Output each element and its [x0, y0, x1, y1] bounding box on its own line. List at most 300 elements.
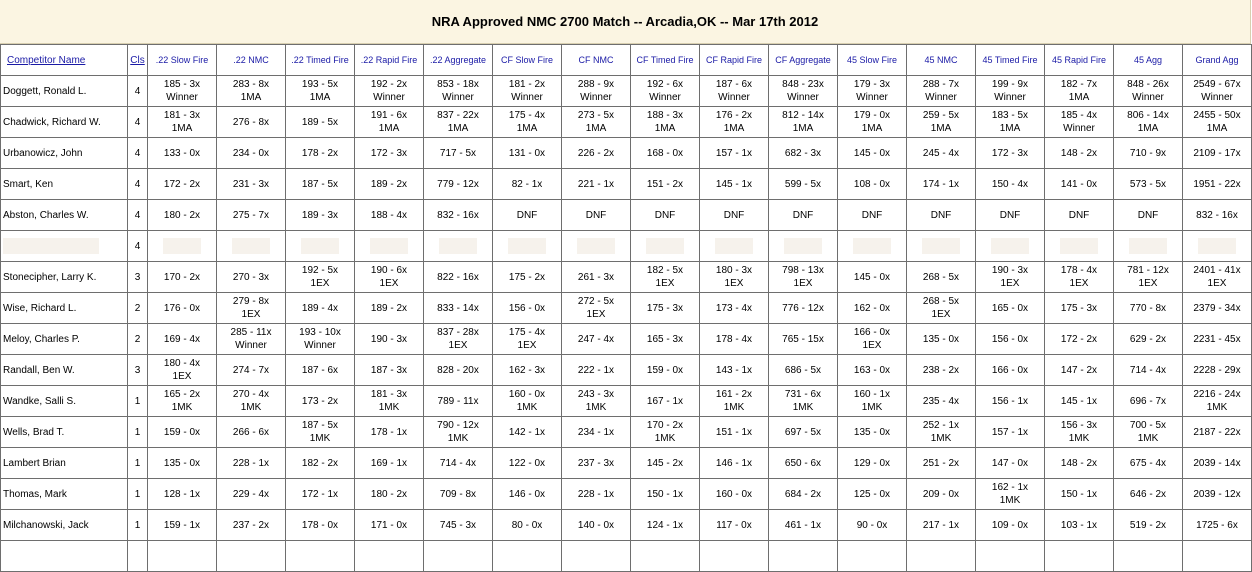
table-row	[1, 541, 1252, 572]
score-text: 169 - 1x	[370, 457, 408, 469]
blank-field	[439, 238, 477, 254]
score-text: Winner	[925, 92, 957, 103]
score-text: 247 - 4x	[577, 333, 615, 345]
score-cell	[631, 324, 700, 355]
score-text: 145 - 2x	[646, 457, 684, 469]
score-text: 145 - 0x	[853, 147, 891, 159]
score-text: 272 - 5x	[577, 296, 615, 307]
score-cell	[769, 510, 838, 541]
table-row	[1, 107, 1252, 138]
score-cell	[286, 386, 355, 417]
score-text: 848 - 26x	[1127, 79, 1169, 90]
competitor-class: 3	[128, 262, 148, 293]
score-cell	[838, 76, 907, 107]
competitor-class: 4	[128, 76, 148, 107]
score-cell	[907, 510, 976, 541]
score-cell	[493, 76, 562, 107]
score-cell	[1183, 169, 1252, 200]
score-text: 238 - 2x	[922, 364, 960, 376]
score-text: 234 - 0x	[232, 147, 270, 159]
score-cell	[907, 293, 976, 324]
score-text: 1MA	[585, 123, 607, 134]
score-cell	[631, 76, 700, 107]
score-cell	[1114, 386, 1183, 417]
score-text: 189 - 2x	[370, 302, 408, 314]
score-text: 279 - 8x	[232, 296, 270, 307]
score-cell	[493, 324, 562, 355]
score-text: 165 - 0x	[991, 302, 1029, 314]
score-cell	[286, 293, 355, 324]
score-cell	[907, 76, 976, 107]
score-text: 237 - 3x	[577, 457, 615, 469]
score-cell	[355, 169, 424, 200]
blank-field	[3, 238, 99, 254]
score-cell	[1045, 448, 1114, 479]
score-cell	[907, 138, 976, 169]
score-cell	[907, 479, 976, 510]
score-cell	[493, 200, 562, 231]
score-cell	[631, 479, 700, 510]
score-cell	[493, 386, 562, 417]
score-text: 183 - 5x	[991, 110, 1029, 121]
score-text: 599 - 5x	[784, 178, 822, 190]
score-text: 151 - 2x	[646, 178, 684, 190]
score-cell	[769, 324, 838, 355]
score-text: 228 - 1x	[232, 457, 270, 469]
score-cell	[1183, 417, 1252, 448]
score-cell	[769, 231, 838, 262]
score-text: Winner	[304, 340, 336, 351]
score-cell	[355, 417, 424, 448]
score-cell	[562, 107, 631, 138]
score-cell	[148, 479, 217, 510]
score-cell	[493, 262, 562, 293]
score-cell	[1045, 355, 1114, 386]
column-header: .22 NMC	[217, 45, 286, 76]
score-text: 2455 - 50x	[1193, 110, 1241, 121]
score-cell	[700, 541, 769, 572]
score-cell	[562, 262, 631, 293]
score-cell	[838, 262, 907, 293]
column-header-cls[interactable]: Cls	[128, 45, 148, 76]
score-text: 273 - 5x	[577, 110, 615, 121]
score-cell	[631, 293, 700, 324]
score-cell	[976, 262, 1045, 293]
score-cell	[217, 169, 286, 200]
score-cell	[424, 448, 493, 479]
score-text: 731 - 6x	[784, 389, 822, 400]
blank-field	[784, 238, 822, 254]
score-text: 270 - 3x	[232, 271, 270, 283]
score-cell	[355, 293, 424, 324]
score-text: 832 - 16x	[1196, 209, 1238, 221]
score-cell	[976, 479, 1045, 510]
score-cell	[148, 386, 217, 417]
score-cell	[424, 262, 493, 293]
score-text: Winner	[235, 340, 267, 351]
score-text: 178 - 4x	[1060, 265, 1098, 276]
score-cell	[424, 386, 493, 417]
column-header: 45 Timed Fire	[976, 45, 1045, 76]
score-text: 156 - 3x	[1060, 420, 1098, 431]
score-text: 714 - 4x	[439, 457, 477, 469]
score-text: 190 - 3x	[991, 265, 1029, 276]
score-cell	[1114, 138, 1183, 169]
score-text: DNF	[861, 209, 883, 221]
score-cell	[424, 417, 493, 448]
score-cell	[286, 76, 355, 107]
score-cell	[286, 231, 355, 262]
score-cell	[286, 479, 355, 510]
score-cell	[217, 448, 286, 479]
score-cell	[838, 479, 907, 510]
score-text: 109 - 0x	[991, 519, 1029, 531]
competitor-name: Lambert Brian	[1, 448, 128, 479]
score-cell	[838, 510, 907, 541]
score-text: 1MA	[240, 92, 262, 103]
score-cell	[217, 107, 286, 138]
score-cell	[286, 169, 355, 200]
score-cell	[148, 231, 217, 262]
score-cell	[148, 76, 217, 107]
competitor-name: Randall, Ben W.	[1, 355, 128, 386]
score-text: 169 - 4x	[163, 333, 201, 345]
score-text: 148 - 2x	[1060, 457, 1098, 469]
score-cell	[1045, 76, 1114, 107]
score-text: 178 - 0x	[301, 519, 339, 531]
score-cell	[217, 231, 286, 262]
score-cell	[286, 107, 355, 138]
score-text: 1MK	[861, 402, 883, 413]
score-cell	[1114, 231, 1183, 262]
table-row	[1, 293, 1252, 324]
score-text: 180 - 2x	[370, 488, 408, 500]
table-row	[1, 169, 1252, 200]
score-cell	[769, 138, 838, 169]
score-cell	[355, 76, 424, 107]
competitor-name: Meloy, Charles P.	[1, 324, 128, 355]
score-cell	[1114, 541, 1183, 572]
score-cell	[631, 200, 700, 231]
score-text: 145 - 1x	[715, 178, 753, 190]
table-row	[1, 355, 1252, 386]
score-text: 252 - 1x	[922, 420, 960, 431]
score-text: 174 - 1x	[922, 178, 960, 190]
score-cell	[976, 138, 1045, 169]
score-text: 129 - 0x	[853, 457, 891, 469]
score-cell	[907, 107, 976, 138]
score-text: 156 - 0x	[508, 302, 546, 314]
score-text: 1MK	[654, 433, 676, 444]
score-text: Winner	[1201, 92, 1233, 103]
score-text: 140 - 0x	[577, 519, 615, 531]
score-text: 1MA	[1068, 92, 1090, 103]
score-text: Winner	[649, 92, 681, 103]
score-text: 1EX	[724, 278, 744, 289]
score-text: 806 - 14x	[1127, 110, 1169, 121]
score-text: 650 - 6x	[784, 457, 822, 469]
score-text: 1MK	[999, 495, 1021, 506]
score-cell	[286, 355, 355, 386]
score-text: 275 - 7x	[232, 209, 270, 221]
score-text: 145 - 0x	[853, 271, 891, 283]
score-cell	[631, 107, 700, 138]
score-cell	[286, 417, 355, 448]
score-text: 714 - 4x	[1129, 364, 1167, 376]
score-cell	[1114, 448, 1183, 479]
blank-field	[1198, 238, 1236, 254]
score-text: 209 - 0x	[922, 488, 960, 500]
competitor-class: 3	[128, 355, 148, 386]
score-text: 80 - 0x	[511, 519, 543, 531]
column-header: Grand Agg	[1183, 45, 1252, 76]
score-cell	[769, 107, 838, 138]
blank-field	[370, 238, 408, 254]
score-text: 1EX	[448, 340, 468, 351]
score-cell	[217, 417, 286, 448]
score-cell	[493, 138, 562, 169]
score-cell	[1045, 510, 1114, 541]
score-cell	[1114, 293, 1183, 324]
score-text: 710 - 9x	[1129, 147, 1167, 159]
score-text: 170 - 2x	[646, 420, 684, 431]
blank-field	[163, 238, 201, 254]
score-text: 1MA	[1137, 123, 1159, 134]
score-text: 124 - 1x	[646, 519, 684, 531]
score-cell	[631, 448, 700, 479]
score-text: 125 - 0x	[853, 488, 891, 500]
score-text: 1EX	[862, 340, 882, 351]
score-text: 1EX	[172, 371, 192, 382]
score-text: 150 - 1x	[1060, 488, 1098, 500]
score-text: 175 - 3x	[646, 302, 684, 314]
score-text: 173 - 4x	[715, 302, 753, 314]
score-cell	[976, 417, 1045, 448]
score-cell	[700, 231, 769, 262]
score-text: 142 - 1x	[508, 426, 546, 438]
score-cell	[1183, 479, 1252, 510]
score-text: 1MA	[447, 123, 469, 134]
score-text: 2231 - 45x	[1193, 333, 1241, 345]
score-text: 1MK	[585, 402, 607, 413]
table-row	[1, 448, 1252, 479]
score-text: 231 - 3x	[232, 178, 270, 190]
score-text: 700 - 5x	[1129, 420, 1167, 431]
score-cell	[424, 355, 493, 386]
score-text: 181 - 3x	[163, 110, 201, 121]
score-cell	[769, 200, 838, 231]
score-cell	[1114, 200, 1183, 231]
score-cell	[217, 324, 286, 355]
score-text: 1EX	[241, 309, 261, 320]
competitor-class: 2	[128, 324, 148, 355]
score-cell	[355, 386, 424, 417]
score-cell	[562, 169, 631, 200]
score-text: 159 - 1x	[163, 519, 201, 531]
score-text: 812 - 14x	[782, 110, 824, 121]
score-text: 170 - 2x	[163, 271, 201, 283]
score-cell	[355, 510, 424, 541]
score-cell	[976, 324, 1045, 355]
score-cell	[562, 386, 631, 417]
score-cell	[286, 138, 355, 169]
score-cell	[838, 293, 907, 324]
blank-field	[1129, 238, 1167, 254]
score-text: 1EX	[586, 309, 606, 320]
score-cell	[355, 324, 424, 355]
score-text: 193 - 5x	[301, 79, 339, 90]
score-text: 190 - 3x	[370, 333, 408, 345]
score-cell	[1114, 355, 1183, 386]
score-text: 790 - 12x	[437, 420, 479, 431]
score-text: 163 - 0x	[853, 364, 891, 376]
score-cell	[1114, 510, 1183, 541]
score-cell	[1183, 510, 1252, 541]
score-cell	[148, 169, 217, 200]
score-text: 237 - 2x	[232, 519, 270, 531]
score-cell	[907, 324, 976, 355]
score-cell	[355, 479, 424, 510]
score-text: 192 - 2x	[370, 79, 408, 90]
score-text: Winner	[166, 92, 198, 103]
column-header: 45 NMC	[907, 45, 976, 76]
score-cell	[424, 169, 493, 200]
score-text: 770 - 8x	[1129, 302, 1167, 314]
score-text: 276 - 8x	[232, 116, 270, 128]
score-text: 1MA	[723, 123, 745, 134]
score-cell	[148, 417, 217, 448]
column-header-competitor-name[interactable]: Competitor Name	[1, 45, 128, 76]
score-cell	[148, 200, 217, 231]
score-text: Winner	[994, 92, 1026, 103]
score-text: 832 - 16x	[437, 209, 479, 221]
competitor-class: 4	[128, 200, 148, 231]
score-text: 283 - 8x	[232, 79, 270, 90]
score-cell	[148, 138, 217, 169]
score-text: 1MK	[723, 402, 745, 413]
score-text: 1MK	[792, 402, 814, 413]
score-cell	[562, 541, 631, 572]
score-cell	[355, 448, 424, 479]
score-text: 182 - 2x	[301, 457, 339, 469]
score-cell	[907, 200, 976, 231]
score-text: 1MA	[309, 92, 331, 103]
score-cell	[148, 293, 217, 324]
score-text: 173 - 2x	[301, 395, 339, 407]
score-cell	[769, 76, 838, 107]
table-row	[1, 200, 1252, 231]
competitor-name	[1, 231, 128, 262]
score-text: 182 - 5x	[646, 265, 684, 276]
score-cell	[1183, 386, 1252, 417]
score-text: 172 - 3x	[370, 147, 408, 159]
score-text: 187 - 6x	[301, 364, 339, 376]
table-row	[1, 76, 1252, 107]
score-text: 1EX	[1207, 278, 1227, 289]
table-row	[1, 262, 1252, 293]
score-text: 90 - 0x	[856, 519, 888, 531]
score-cell	[700, 355, 769, 386]
competitor-name: Smart, Ken	[1, 169, 128, 200]
competitor-name: Stonecipher, Larry K.	[1, 262, 128, 293]
score-cell	[493, 169, 562, 200]
score-text: 2401 - 41x	[1193, 265, 1241, 276]
score-text: 709 - 8x	[439, 488, 477, 500]
competitor-name: Abston, Charles W.	[1, 200, 128, 231]
score-text: DNF	[792, 209, 814, 221]
score-text: DNF	[723, 209, 745, 221]
score-text: 181 - 3x	[370, 389, 408, 400]
score-cell	[217, 138, 286, 169]
score-cell	[217, 386, 286, 417]
column-header: CF NMC	[562, 45, 631, 76]
score-text: 682 - 3x	[784, 147, 822, 159]
score-cell	[286, 541, 355, 572]
score-cell	[424, 541, 493, 572]
score-text: 684 - 2x	[784, 488, 822, 500]
score-cell	[1183, 448, 1252, 479]
competitor-class: 1	[128, 479, 148, 510]
score-text: DNF	[1068, 209, 1090, 221]
score-text: 147 - 2x	[1060, 364, 1098, 376]
blank-field	[1060, 238, 1098, 254]
score-text: 837 - 28x	[437, 327, 479, 338]
score-cell	[217, 262, 286, 293]
score-text: 837 - 22x	[437, 110, 479, 121]
score-cell	[838, 417, 907, 448]
score-text: 172 - 2x	[163, 178, 201, 190]
score-cell	[424, 510, 493, 541]
score-cell	[1045, 262, 1114, 293]
score-text: 1MK	[1206, 402, 1228, 413]
score-text: 128 - 1x	[163, 488, 201, 500]
score-cell	[562, 324, 631, 355]
score-cell	[976, 355, 1045, 386]
score-text: 146 - 1x	[715, 457, 753, 469]
score-cell	[493, 510, 562, 541]
score-text: 745 - 3x	[439, 519, 477, 531]
score-text: 189 - 4x	[301, 302, 339, 314]
score-cell	[148, 541, 217, 572]
score-cell	[631, 386, 700, 417]
score-cell	[976, 510, 1045, 541]
score-cell	[700, 200, 769, 231]
score-text: 160 - 1x	[853, 389, 891, 400]
score-text: 1EX	[517, 340, 537, 351]
score-text: 193 - 10x	[299, 327, 341, 338]
score-text: 189 - 2x	[370, 178, 408, 190]
score-text: 147 - 0x	[991, 457, 1029, 469]
score-text: 133 - 0x	[163, 147, 201, 159]
competitor-name: Wise, Richard L.	[1, 293, 128, 324]
score-text: DNF	[516, 209, 538, 221]
score-text: 188 - 3x	[646, 110, 684, 121]
score-text: 828 - 20x	[437, 364, 479, 376]
competitor-class: 4	[128, 231, 148, 262]
score-text: 717 - 5x	[439, 147, 477, 159]
score-text: 150 - 4x	[991, 178, 1029, 190]
score-cell	[700, 510, 769, 541]
score-cell	[838, 386, 907, 417]
score-text: 1MK	[516, 402, 538, 413]
score-text: 181 - 2x	[508, 79, 546, 90]
score-text: 221 - 1x	[577, 178, 615, 190]
score-cell	[148, 107, 217, 138]
score-text: 108 - 0x	[853, 178, 891, 190]
score-cell	[838, 169, 907, 200]
score-text: 1EX	[1069, 278, 1089, 289]
table-row	[1, 479, 1252, 510]
